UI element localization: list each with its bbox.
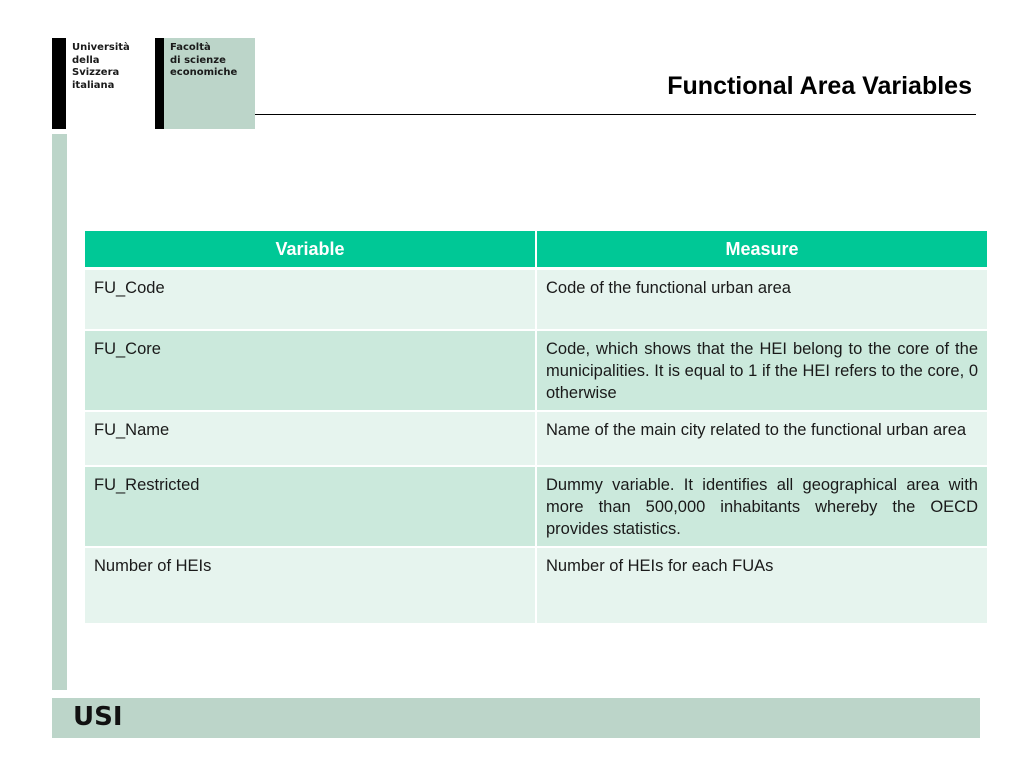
measure-cell: Number of HEIs for each FUAs xyxy=(536,547,987,624)
table-row xyxy=(85,466,987,547)
side-accent-bar xyxy=(52,134,67,690)
footer-bar xyxy=(52,698,980,738)
variable-cell: FU_Name xyxy=(85,411,536,466)
logo-bar xyxy=(52,38,66,129)
table-row xyxy=(85,547,987,624)
table-row xyxy=(85,330,987,411)
university-logo xyxy=(52,38,152,128)
variable-cell: FU_Code xyxy=(85,269,536,331)
footer-usi-label: USI xyxy=(73,702,123,732)
variable-cell: FU_Core xyxy=(85,330,536,411)
table-row xyxy=(85,269,987,331)
measure-cell: Name of the main city related to the functional urban area xyxy=(536,411,987,466)
variables-table xyxy=(85,231,987,625)
variable-cell: FU_Restricted xyxy=(85,466,536,547)
column-header-variable: Variable xyxy=(85,231,536,269)
page-title: Functional Area Variables xyxy=(667,72,972,100)
faculty-logo xyxy=(155,38,255,129)
column-header-measure: Measure xyxy=(536,231,987,269)
table-row xyxy=(85,411,987,466)
variable-cell: Number of HEIs xyxy=(85,547,536,624)
faculty-logo-text: Facoltà di scienze economiche xyxy=(170,42,238,78)
measure-cell: Dummy variable. It identifies all geographical area with more than 500,000 inhabitants whereby the OECD provides statistics. xyxy=(536,466,987,547)
university-logo-text: Università della Svizzera italiana xyxy=(72,42,130,91)
measure-cell: Code of the functional urban area xyxy=(536,269,987,331)
logo-bar xyxy=(155,38,164,129)
measure-cell: Code, which shows that the HEI belong to the core of the municipalities. It is equal to 1 if the HEI refers to the core, 0 otherwise xyxy=(536,330,987,411)
header-divider xyxy=(255,114,976,115)
table-header-row xyxy=(85,231,987,269)
